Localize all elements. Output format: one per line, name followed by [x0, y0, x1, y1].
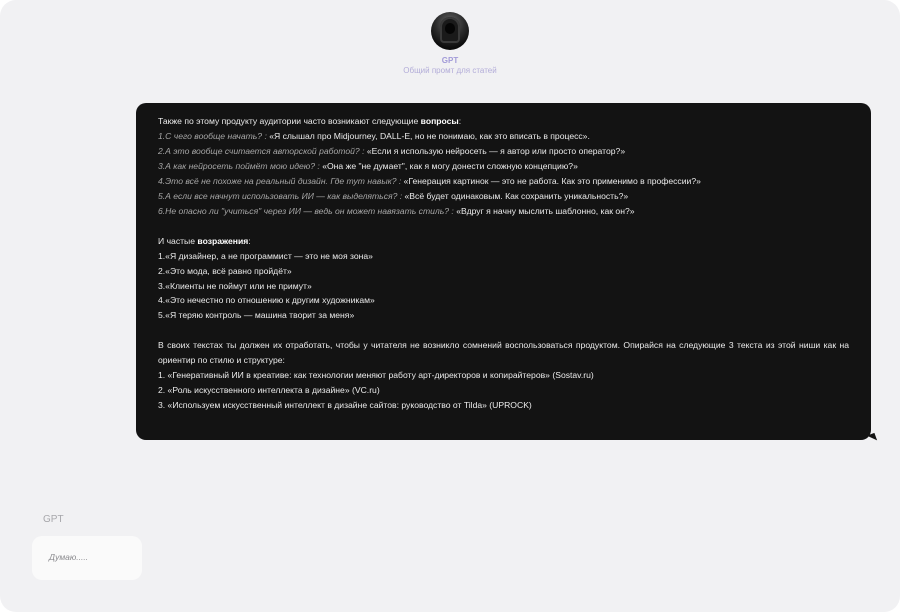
list-item: 1.С чего вообще начать? : «Я слышал про Midjourney, DALL-E, но не понимаю, как это вписать в процесс».	[158, 130, 590, 141]
typing-status-text: Думаю.....	[49, 552, 89, 562]
list-item: 2. «Роль искусственного интеллекта в дизайне» (VC.ru)	[158, 385, 380, 396]
typing-indicator-bubble	[32, 536, 142, 580]
bot-subtitle: Общий промт для статей	[403, 66, 497, 75]
list-item: 4.Это всё не похоже на реальный дизайн. Где тут навык? : «Генерация картинок — это не работа. Как это применимо в профессии?»	[158, 175, 701, 186]
bubble-tail	[867, 433, 877, 443]
user-message-bubble	[136, 103, 871, 440]
list-item: 1.«Я дизайнер, а не программист — это не моя зона»	[158, 250, 373, 261]
objections-intro: И частые возражения:	[158, 235, 251, 246]
list-item: 3. «Используем искусственный интеллект в дизайне сайтов: руководство от Tilda» (UPROCK)	[158, 400, 532, 411]
instruction-text: В своих текстах ты должен их отработать, чтобы у читателя не возникло сомнений воспользоваться продуктом. Опирайся на следующие 3 текста из этой ниши как на ориентир по стилю и структуре:	[158, 340, 849, 366]
list-item: 5.«Я теряю контроль — машина творит за меня»	[158, 310, 355, 321]
list-item: 3.А как нейросеть поймёт мою идею? : «Она же "не думает", как я могу донести сложную концепцию?»	[158, 160, 578, 171]
questions-intro: Также по этому продукту аудитории часто возникают следующие вопросы:	[158, 116, 462, 126]
list-item: 5.А если все начнут использовать ИИ — как выделяться? : «Всё будет одинаковым. Как сохранить уникальность?»	[158, 190, 629, 201]
reply-sender-label: GPT	[43, 514, 64, 525]
list-item: 2.«Это мода, всё равно пройдёт»	[158, 265, 292, 276]
list-item: 4.«Это нечестно по отношению к другим художникам»	[158, 295, 375, 306]
avatar[interactable]	[431, 12, 469, 50]
bot-name: GPT	[441, 56, 459, 65]
list-item: 3.«Клиенты не поймут или не примут»	[158, 280, 312, 291]
chat-header	[0, 12, 900, 75]
list-item: 1. «Генеративный ИИ в креативе: как технологии меняют работу арт-директоров и копирайтеров» (Sostav.ru)	[158, 370, 594, 381]
list-item: 6.Не опасно ли "учиться" через ИИ — ведь он может навязать стиль? : «Вдруг я начну мыслить шаблонно, как он?»	[158, 205, 635, 216]
list-item: 2.А это вообще считается авторской работой? : «Если я использую нейросеть — я автор или просто оператор?»	[158, 145, 626, 156]
